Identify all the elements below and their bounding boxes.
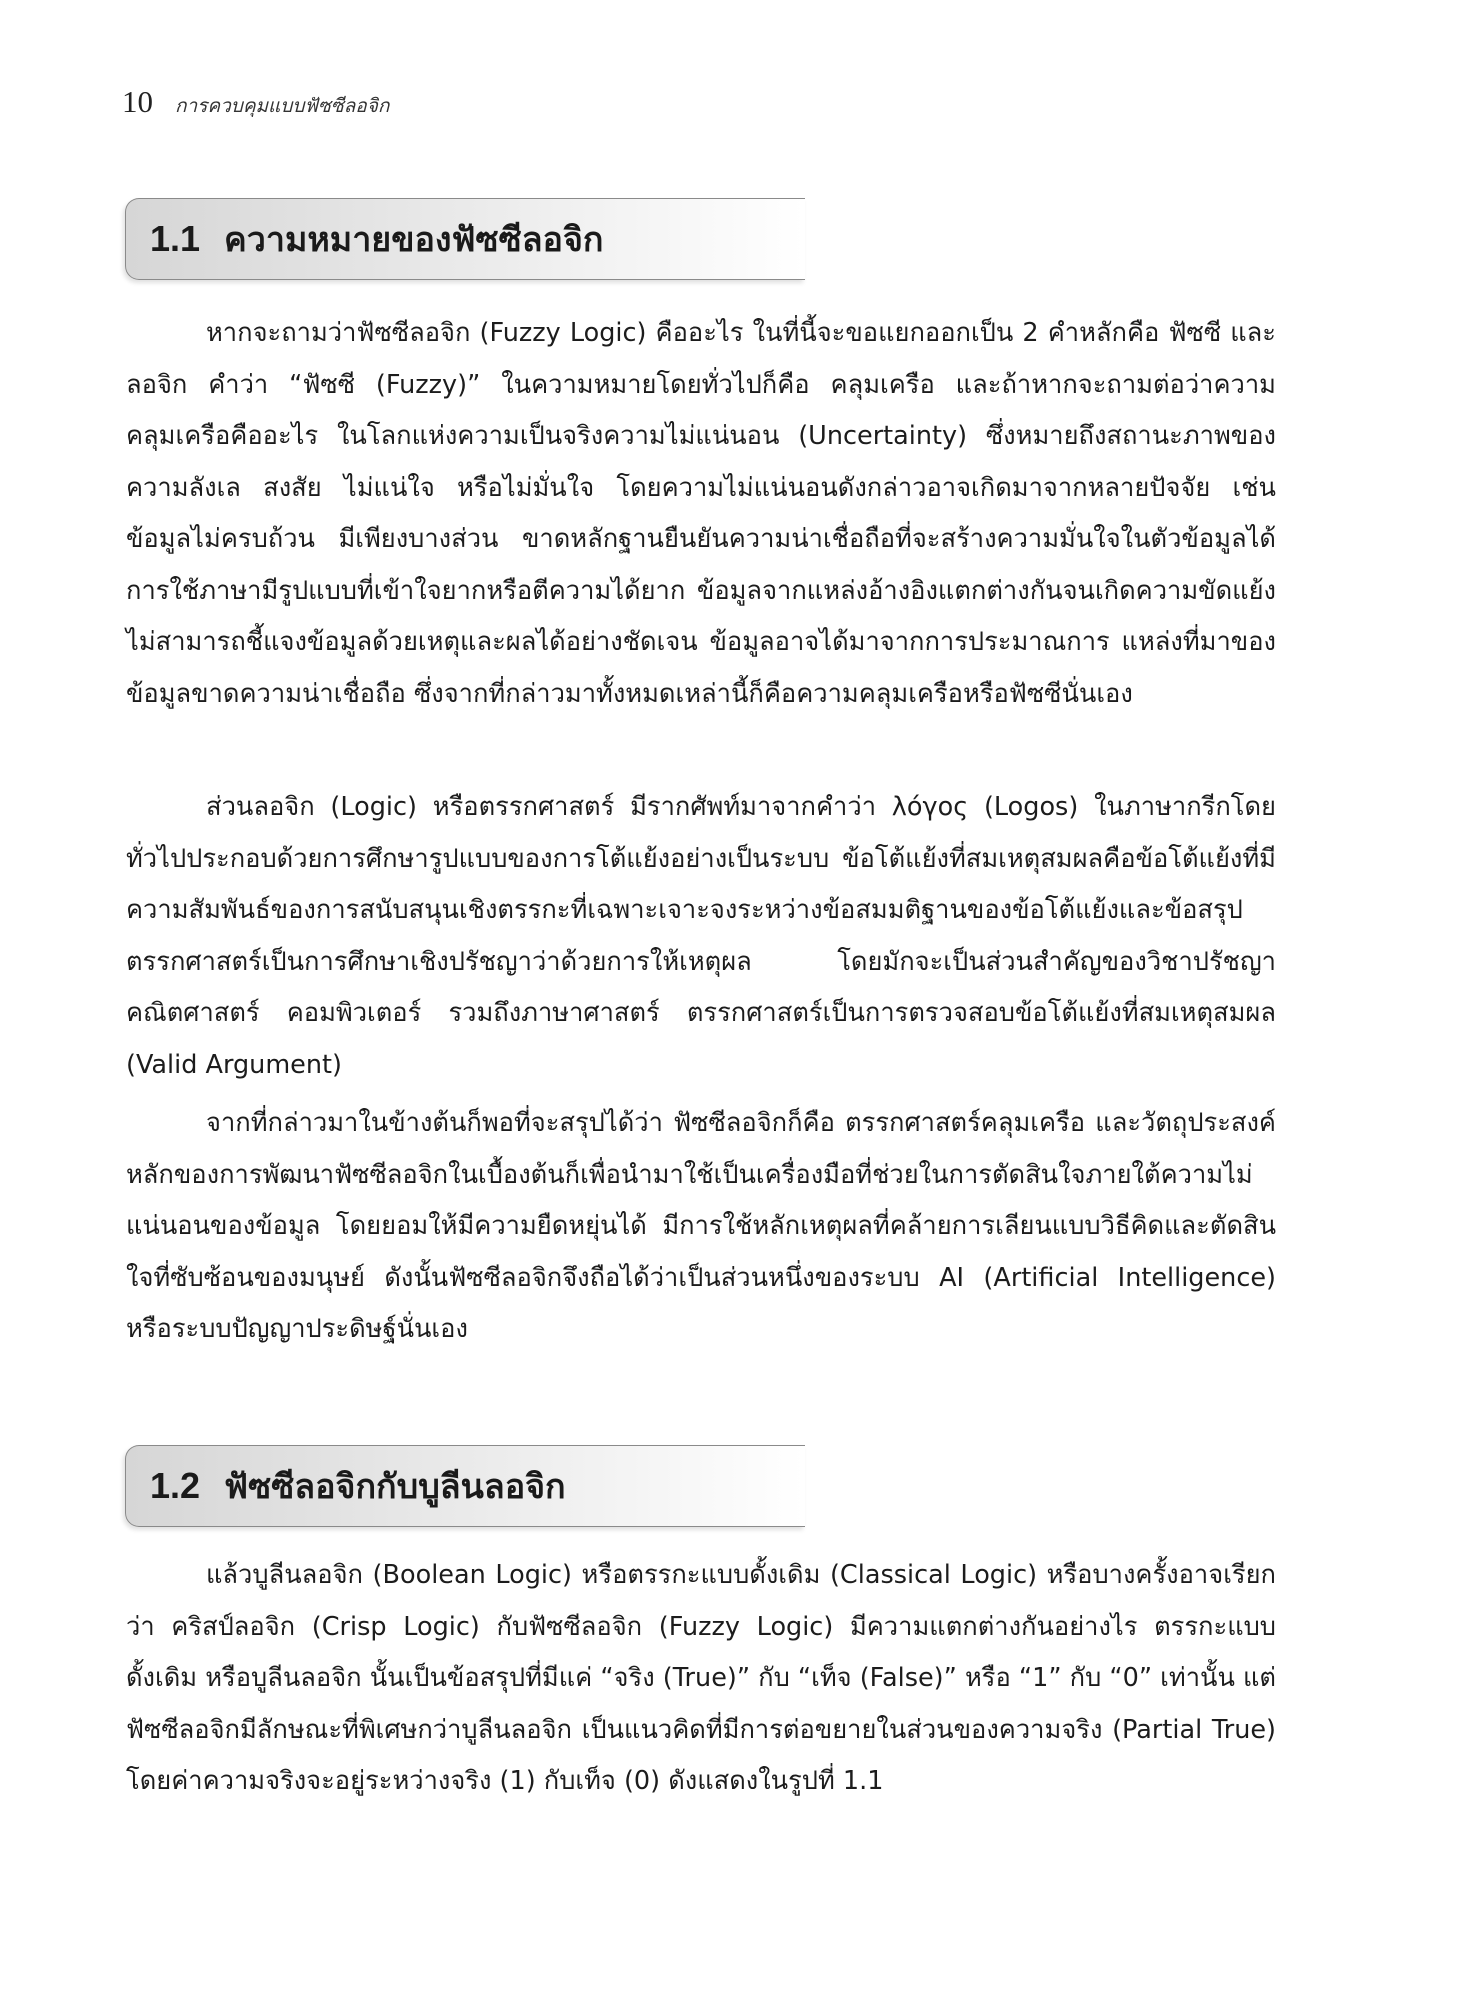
paragraph-boolean-vs-fuzzy: แล้วบูลีนลอจิก (Boolean Logic) หรือตรรกะแบบดั้งเดิม (Classical Logic) หรือบางครั้งอาจเรียกว่า คริสป์ลอจิก (Crisp Logic) กับฟัซซีลอจิก (Fuzzy Logic) มีความแตกต่างกันอย่างไร ตรรกะแบบดั้งเดิม หรือบูลีนลอจิก นั้นเป็นข้อสรุปที่มีแค่ “จริง (True)” กับ “เท็จ (False)” หรือ “1” กับ “0” เท่านั้น แต่ฟัซซีลอจิกมีลักษณะที่พิเศษกว่าบูลีนลอจิก เป็นแนวคิดที่มีการต่อขยายในส่วนของความจริง (Partial True) โดยค่าความจริงจะอยู่ระหว่างจริง (1) กับเท็จ (0) ดังแสดงในรูปที่ 1.1 [126, 1560, 1276, 1796]
section-title: ฟัซซีลอจิกกับบูลีนลอจิก [224, 1467, 566, 1507]
section-title: ความหมายของฟัซซีลอจิก [224, 220, 604, 260]
paragraph-fuzzy-definition: หากจะถามว่าฟัซซีลอจิก (Fuzzy Logic) คืออะไร ในที่นี้จะขอแยกออกเป็น 2 คำหลักคือ ฟัซซี และลอจิก คำว่า “ฟัซซี (Fuzzy)” ในความหมายโดยทั่วไปก็คือ คลุมเครือ และถ้าหากจะถามต่อว่าความคลุมเครือคืออะไร ในโลกแห่งความเป็นจริงความไม่แน่นอน (Uncertainty) ซึ่งหมายถึงสถานะภาพของความลังเล สงสัย ไม่แน่ใจ หรือไม่มั่นใจ โดยความไม่แน่นอนดังกล่าวอาจเกิดมาจากหลายปัจจัย เช่น ข้อมูลไม่ครบถ้วน มีเพียงบางส่วน ขาดหลักฐานยืนยันความน่าเชื่อถือที่จะสร้างความมั่นใจในตัวข้อมูลได้ การใช้ภาษามีรูปแบบที่เข้าใจยากหรือตีความได้ยาก ข้อมูลจากแหล่งอ้างอิงแตกต่างกันจนเกิดความขัดแย้ง ไม่สามารถชี้แจงข้อมูลด้วยเหตุและผลได้อย่างชัดเจน ข้อมูลอาจได้มาจากการประมาณการ แหล่งที่มาของข้อมูลขาดความน่าเชื่อถือ ซึ่งจากที่กล่าวมาทั้งหมดเหล่านี้ก็คือความคลุมเครือหรือฟัซซีนั่นเอง [126, 318, 1276, 709]
paragraph-fuzzy-summary: จากที่กล่าวมาในข้างต้นก็พอที่จะสรุปได้ว่า ฟัซซีลอจิกก็คือ ตรรกศาสตร์คลุมเครือ และวัตถุประสงค์หลักของการพัฒนาฟัซซีลอจิกในเบื้องต้นก็เพื่อนำมาใช้เป็นเครื่องมือที่ช่วยในการตัดสินใจภายใต้ความไม่แน่นอนของข้อมูล โดยยอมให้มีความยืดหยุ่นได้ มีการใช้หลักเหตุผลที่คล้ายการเลียนแบบวิธีคิดและตัดสินใจที่ซับซ้อนของมนุษย์ ดังนั้นฟัซซีลอจิกจึงถือได้ว่าเป็นส่วนหนึ่งของระบบ AI (Artificial Intelligence) หรือระบบปัญญาประดิษฐ์นั่นเอง [126, 1108, 1276, 1344]
running-header-title: การควบคุมแบบฟัซซีลอจิก [175, 95, 390, 117]
running-header [122, 84, 389, 121]
section-heading-1-1 [125, 198, 805, 280]
section-number: 1.2 [150, 1465, 201, 1506]
section-number: 1.1 [150, 218, 201, 259]
page-number: 10 [122, 84, 153, 119]
paragraph-logic-definition: ส่วนลอจิก (Logic) หรือตรรกศาสตร์ มีรากศัพท์มาจากคำว่า λόγος (Logos) ในภาษากรีกโดยทั่วไปประกอบด้วยการศึกษารูปแบบของการโต้แย้งอย่างเป็นระบบ ข้อโต้แย้งที่สมเหตุสมผลคือข้อโต้แย้งที่มีความสัมพันธ์ของการสนับสนุนเชิงตรรกะที่เฉพาะเจาะจงระหว่างข้อสมมติฐานของข้อโต้แย้งและข้อสรุป ตรรกศาสตร์เป็นการศึกษาเชิงปรัชญาว่าด้วยการให้เหตุผล โดยมักจะเป็นส่วนสำคัญของวิชาปรัชญา คณิตศาสตร์ คอมพิวเตอร์ รวมถึงภาษาศาสตร์ ตรรกศาสตร์เป็นการตรวจสอบข้อโต้แย้งที่สมเหตุสมผล (Valid Argument) [126, 792, 1276, 1080]
section-heading-1-2 [125, 1445, 805, 1527]
